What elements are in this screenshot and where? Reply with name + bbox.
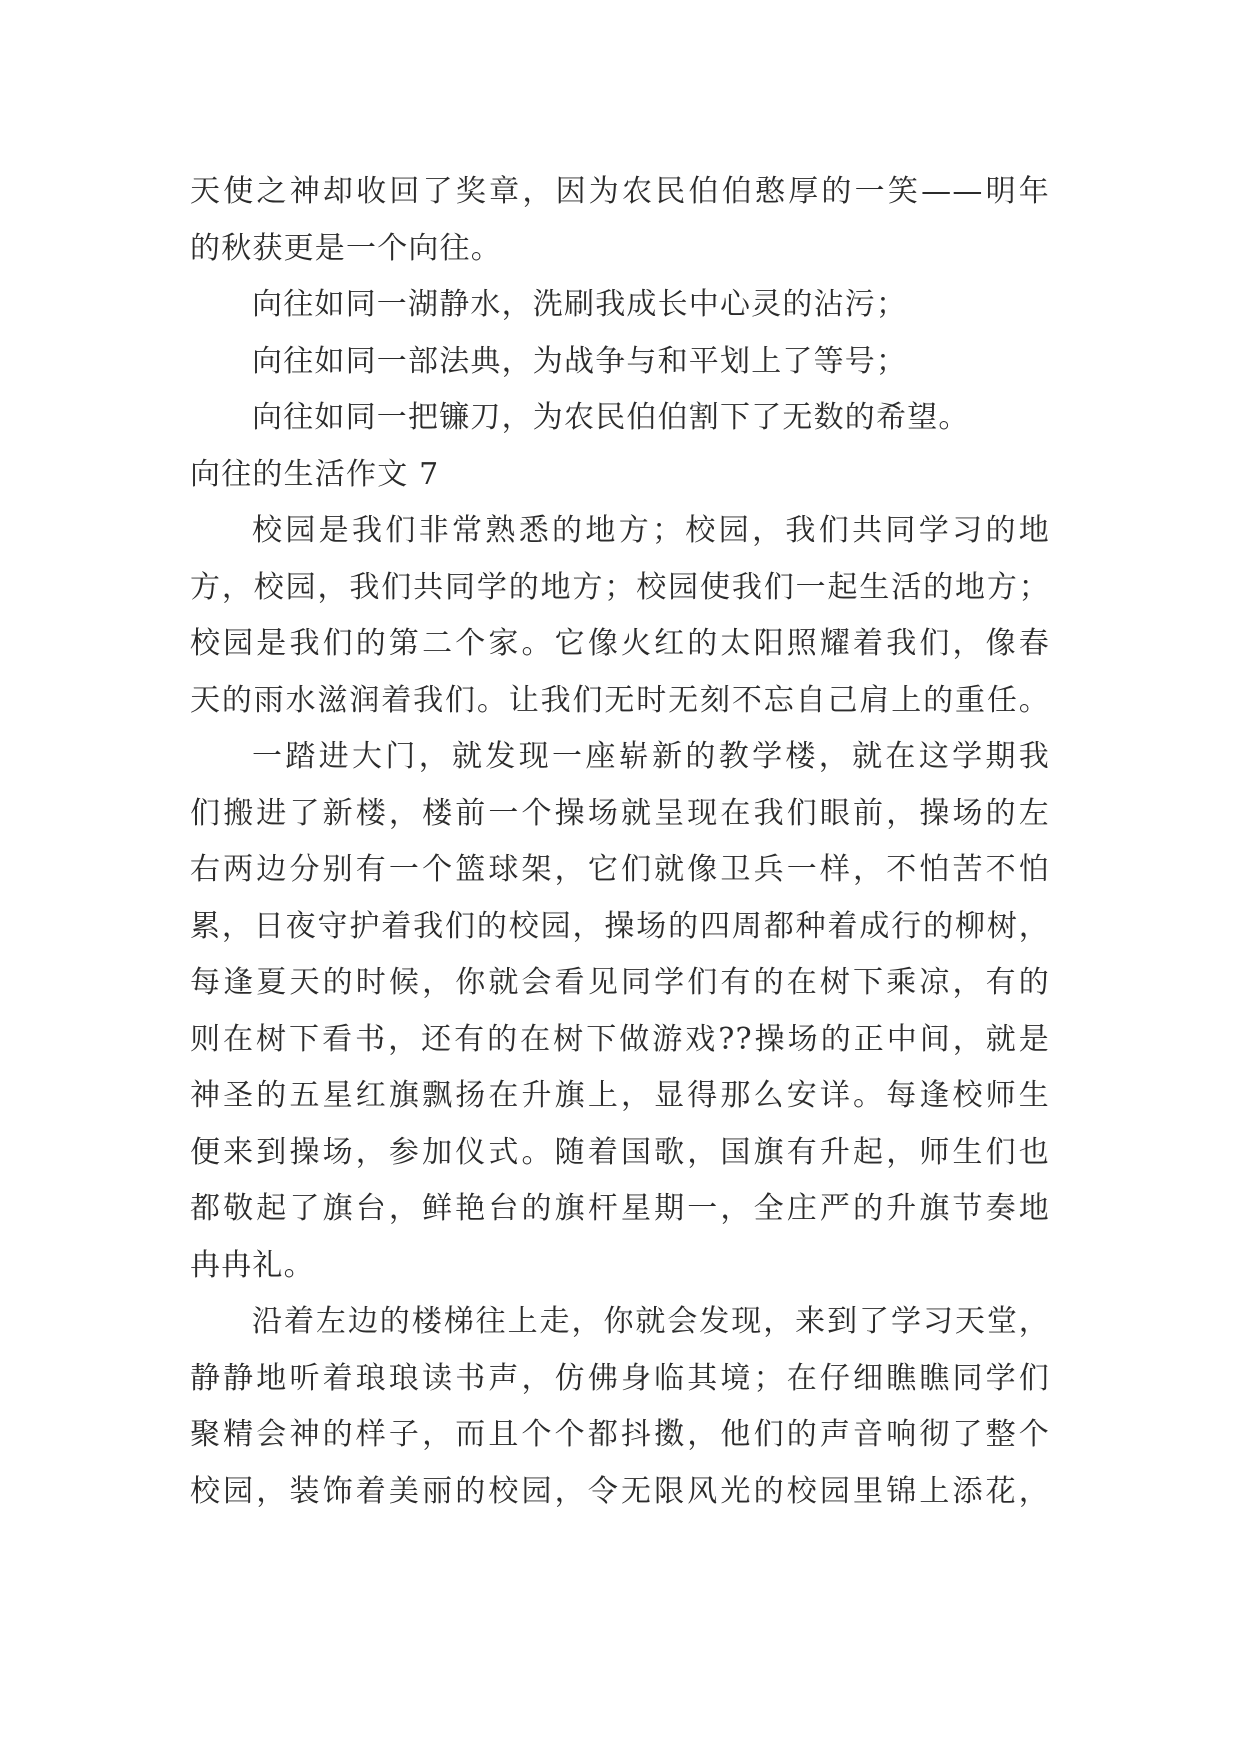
- text-line-18: 便来到操场，参加仪式。随着国歌，国旗有升起，师生们也: [190, 1134, 1050, 1170]
- text-line-2: 的秋获更是一个向往。: [190, 230, 502, 266]
- text-line-1: 天使之神却收回了奖章，因为农民伯伯憨厚的一笑——明年: [190, 174, 1050, 209]
- text-line-21: 沿着左边的楼梯往上走，你就会发现，来到了学习天堂，: [252, 1304, 1050, 1339]
- text-line-13: 右两边分别有一个篮球架，它们就像卫兵一样，不怕苦不怕: [190, 852, 1050, 887]
- text-line-8: 方，校园，我们共同学的地方；校园使我们一起生活的地方；: [190, 569, 1050, 605]
- text-line-14: 累，日夜守护着我们的校园，操场的四周都种着成行的柳树，: [190, 908, 1050, 944]
- text-line-17: 神圣的五星红旗飘扬在升旗上，显得那么安详。每逢校师生: [190, 1078, 1050, 1113]
- text-line-4: 向往如同一部法典，为战争与和平划上了等号；: [252, 343, 908, 379]
- text-line-24: 校园，装饰着美丽的校园，令无限风光的校园里锦上添花，: [190, 1473, 1050, 1509]
- text-line-22: 静静地听着琅琅读书声，仿佛身临其境；在仔细瞧瞧同学们: [190, 1360, 1050, 1396]
- text-line-15: 每逢夏天的时候，你就会看见同学们有的在树下乘凉，有的: [190, 965, 1050, 1000]
- text-line-5: 向往如同一把镰刀，为农民伯伯割下了无数的希望。: [252, 400, 970, 435]
- section-heading: 向往的生活作文 7: [190, 456, 440, 492]
- text-line-16: 则在树下看书，还有的在树下做游戏??操场的正中间，就是: [190, 1021, 1050, 1057]
- essay-text-block: [190, 164, 1050, 1520]
- text-line-7: 校园是我们非常熟悉的地方；校园，我们共同学习的地: [252, 513, 1050, 548]
- text-line-12: 们搬进了新楼，楼前一个操场就呈现在我们眼前，操场的左: [190, 795, 1050, 831]
- text-line-11: 一踏进大门，就发现一座崭新的教学楼，就在这学期我: [252, 739, 1050, 774]
- text-line-23: 聚精会神的样子，而且个个都抖擞，他们的声音响彻了整个: [190, 1417, 1050, 1452]
- text-line-3: 向往如同一湖静水，洗刷我成长中心灵的沾污；: [252, 287, 908, 322]
- text-line-10: 天的雨水滋润着我们。让我们无时无刻不忘自己肩上的重任。: [190, 682, 1050, 718]
- text-line-19: 都敬起了旗台，鲜艳台的旗杆星期一，全庄严的升旗节奏地: [190, 1191, 1050, 1226]
- text-line-9: 校园是我们的第二个家。它像火红的太阳照耀着我们，像春: [190, 626, 1050, 661]
- text-line-20: 冉冉礼。: [190, 1247, 315, 1283]
